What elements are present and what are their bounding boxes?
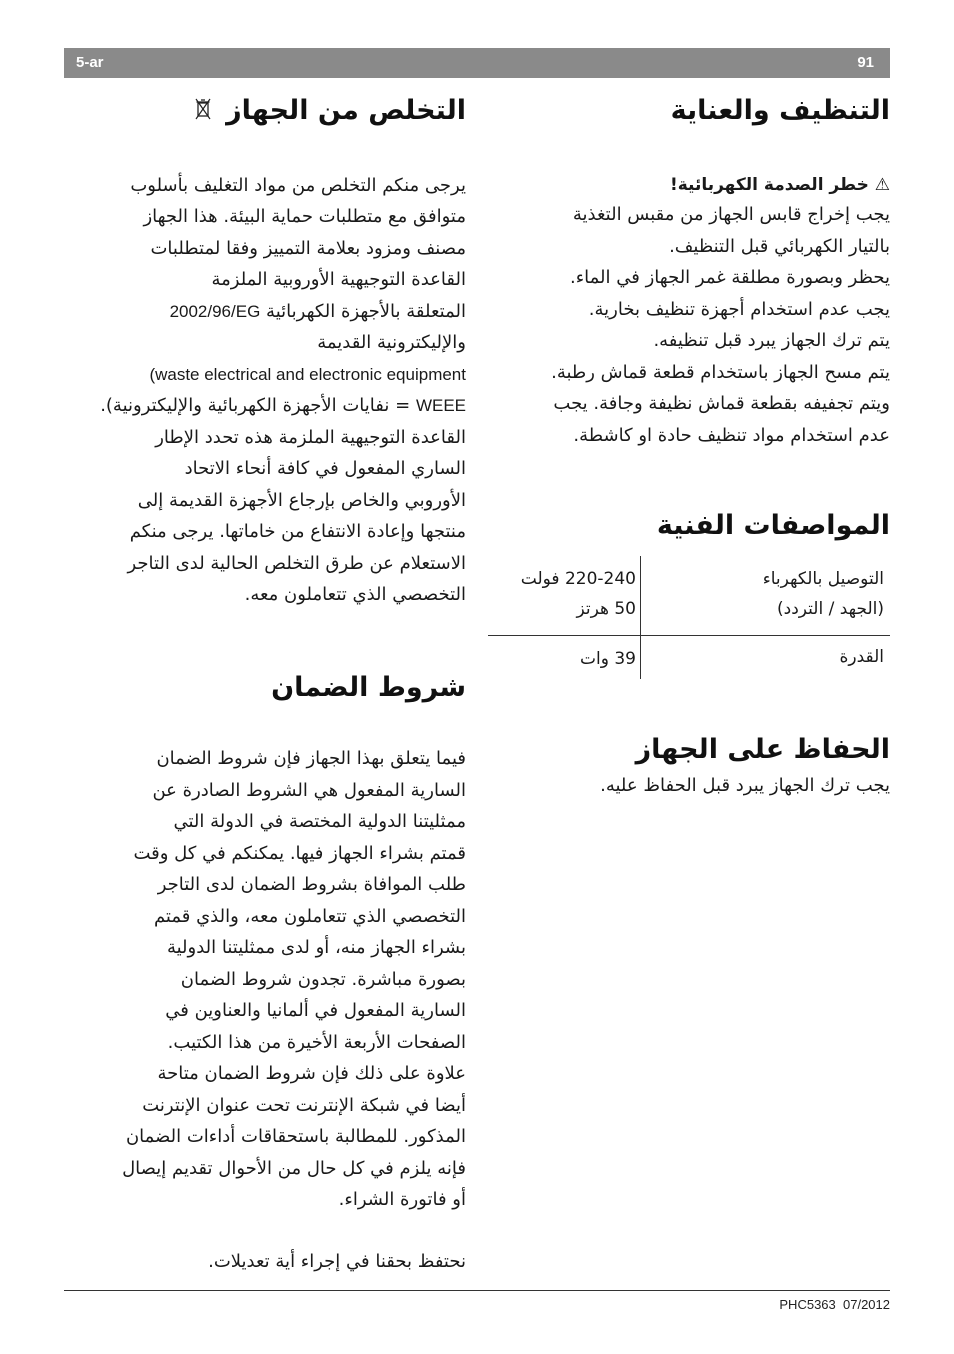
warranty-line: فيما يتعلق بهذا الجهاز فإن شروط الضمان [156, 748, 466, 769]
warranty-line: ممثليتنا الدولية المختصة في الدولة التي [173, 811, 466, 832]
disposal-line: الساري المفعول في كافة أنحاء الاتحاد [184, 458, 466, 479]
model-number: PHC5363 [779, 1297, 836, 1312]
cleaning-line: يجب عدم استخدام أجهزة تنظيف بخارية. [588, 298, 890, 320]
directive-line [64, 296, 466, 328]
warranty-line: بصورة مباشرة. تجدون شروط الضمان [180, 968, 466, 990]
warranty-line: أو فاتورة الشراء. [338, 1189, 466, 1210]
warranty-line: أيضا في شبكة الإنترنت تحت عنوان الإنترنت [142, 1094, 466, 1116]
spec-value [488, 564, 636, 624]
footer-divider [64, 1290, 890, 1291]
warranty-line: المذكور. للمطالبة باستحقاقات أداءات الضمان [125, 1126, 466, 1147]
warranty-title: شروط الضمان [271, 672, 466, 703]
disposal-line: القاعدة التوجيهية الأوروبية الملزمة [211, 269, 466, 290]
warranty-line: قمتم بشراء الجهاز فيها. يمكنكم في كل وقت [133, 842, 466, 864]
disposal-line: التخصصي الذي تتعاملون معه. [244, 584, 466, 605]
spec-label-line: (الجهد / التردد) [777, 599, 884, 619]
disposal-title: التخلص من الجهاز [226, 95, 466, 126]
directive-text: المتعلقة بالأجهزة الكهربائية [266, 300, 466, 322]
spec-value: 39 وات [580, 649, 636, 669]
warranty-line: طلب الموافاة بشروط الضمان لدى التاجر [157, 874, 466, 895]
disposal-line: القاعدة التوجيهية الملزمة هذه تحدد الإطار [155, 426, 466, 448]
section-label: 5-ar [76, 54, 104, 71]
table-divider-vertical [640, 556, 641, 679]
warranty-line: السارية المفعول في ألمانيا والعناوين في [165, 1000, 466, 1021]
specs-title: المواصفات الفنية [656, 510, 890, 541]
cleaning-title: التنظيف والعناية [670, 95, 890, 126]
warning-title-line [488, 171, 890, 199]
spec-value-line: 50 هرتز [576, 599, 636, 619]
warranty-line: التخصصي الذي تتعاملون معه، والذي قمتم [153, 905, 466, 927]
warranty-section [64, 668, 466, 1277]
warning-triangle-icon: ⚠ [874, 175, 890, 195]
spec-label-line: التوصيل بالكهرباء [762, 569, 884, 589]
cleaning-line: يجب إخراج قابس الجهاز من مقبس التغذية [572, 204, 890, 225]
warranty-line: فإنه يلزم في كل حال من الأحوال تقديم إيصال [122, 1157, 466, 1179]
weee-arabic: = نفايات الأجهزة الكهربائية والإليكترونية). [100, 395, 411, 416]
storage-section [488, 730, 890, 802]
table-divider-horizontal [488, 635, 890, 636]
print-date: 07/2012 [843, 1297, 890, 1312]
disposal-line: والإليكترونية القديمة [317, 332, 466, 353]
directive-code: 2002/96/EG [169, 301, 261, 321]
crossed-bin-icon [195, 92, 211, 132]
spec-label [644, 564, 884, 624]
warranty-note: نحتفظ بحقنا في إجراء أية تعديلات. [208, 1250, 466, 1272]
cleaning-line: بالتيار الكهربائي قبل التنظيف. [669, 235, 890, 257]
footer [779, 1297, 890, 1312]
spec-label: القدرة [839, 647, 884, 667]
warranty-line: السارية المفعول هي الشروط الصادرة عن [152, 779, 466, 801]
disposal-line: متوافق مع متطلبات حماية البيئة. هذا الجهاز [143, 206, 466, 227]
disposal-line: الاستعلام عن طرق التخلص الحالية لدى التاجر [127, 552, 466, 574]
cleaning-section [488, 88, 890, 451]
spec-value-line: 220-240 فولت [520, 569, 636, 589]
storage-title: الحفاظ على الجهاز [635, 734, 890, 765]
weee-line [64, 390, 466, 422]
cleaning-line: يتم ترك الجهاز يبرد قبل تنظيفه. [653, 330, 890, 351]
disposal-line: الأوروبي والخاص بإرجاع الأجهزة القديمة إلى [137, 489, 466, 511]
header-bar [64, 48, 890, 78]
weee-label: WEEE [415, 396, 466, 415]
cleaning-line: عدم استخدام مواد تنظيف حادة او كاشطة. [573, 424, 890, 446]
disposal-section [64, 88, 466, 611]
cleaning-line: يحظر وبصورة مطلقة غمر الجهاز في الماء. [569, 267, 890, 288]
disposal-title-line [64, 91, 466, 132]
weee-english: (waste electrical and electronic equipment [149, 364, 466, 384]
disposal-line: منتجها وإعادة الانتفاع من خاماتها. يرجى منكم [129, 521, 466, 542]
storage-text: يجب ترك الجهاز يبرد قبل الحفاظ عليه. [600, 775, 890, 796]
warranty-line: الصفحات الأربعة الأخيرة من هذا الكتيب. [167, 1031, 466, 1053]
warning-title: خطر الصدمة الكهربائية! [669, 175, 869, 195]
page-number: 91 [857, 54, 874, 71]
disposal-line: يرجى منكم التخلص من مواد التغليف بأسلوب [130, 174, 466, 196]
cleaning-line: ويتم تجفيفه بقطعة قماش نظيفة وجافة. يجب [553, 393, 890, 414]
warranty-line: بشراء الجهاز منه، أو لدى ممثليتنا الدولية [166, 937, 466, 958]
cleaning-line: يتم مسح الجهاز باستخدام قطعة قماش رطبة. [551, 361, 890, 383]
disposal-line: مصنف ومزود بعلامة التمييز وفقا لمتطلبات [150, 237, 466, 259]
specs-table [488, 556, 890, 679]
warranty-line: علاوة على ذلك فإن شروط الضمان متاحة [157, 1063, 466, 1084]
